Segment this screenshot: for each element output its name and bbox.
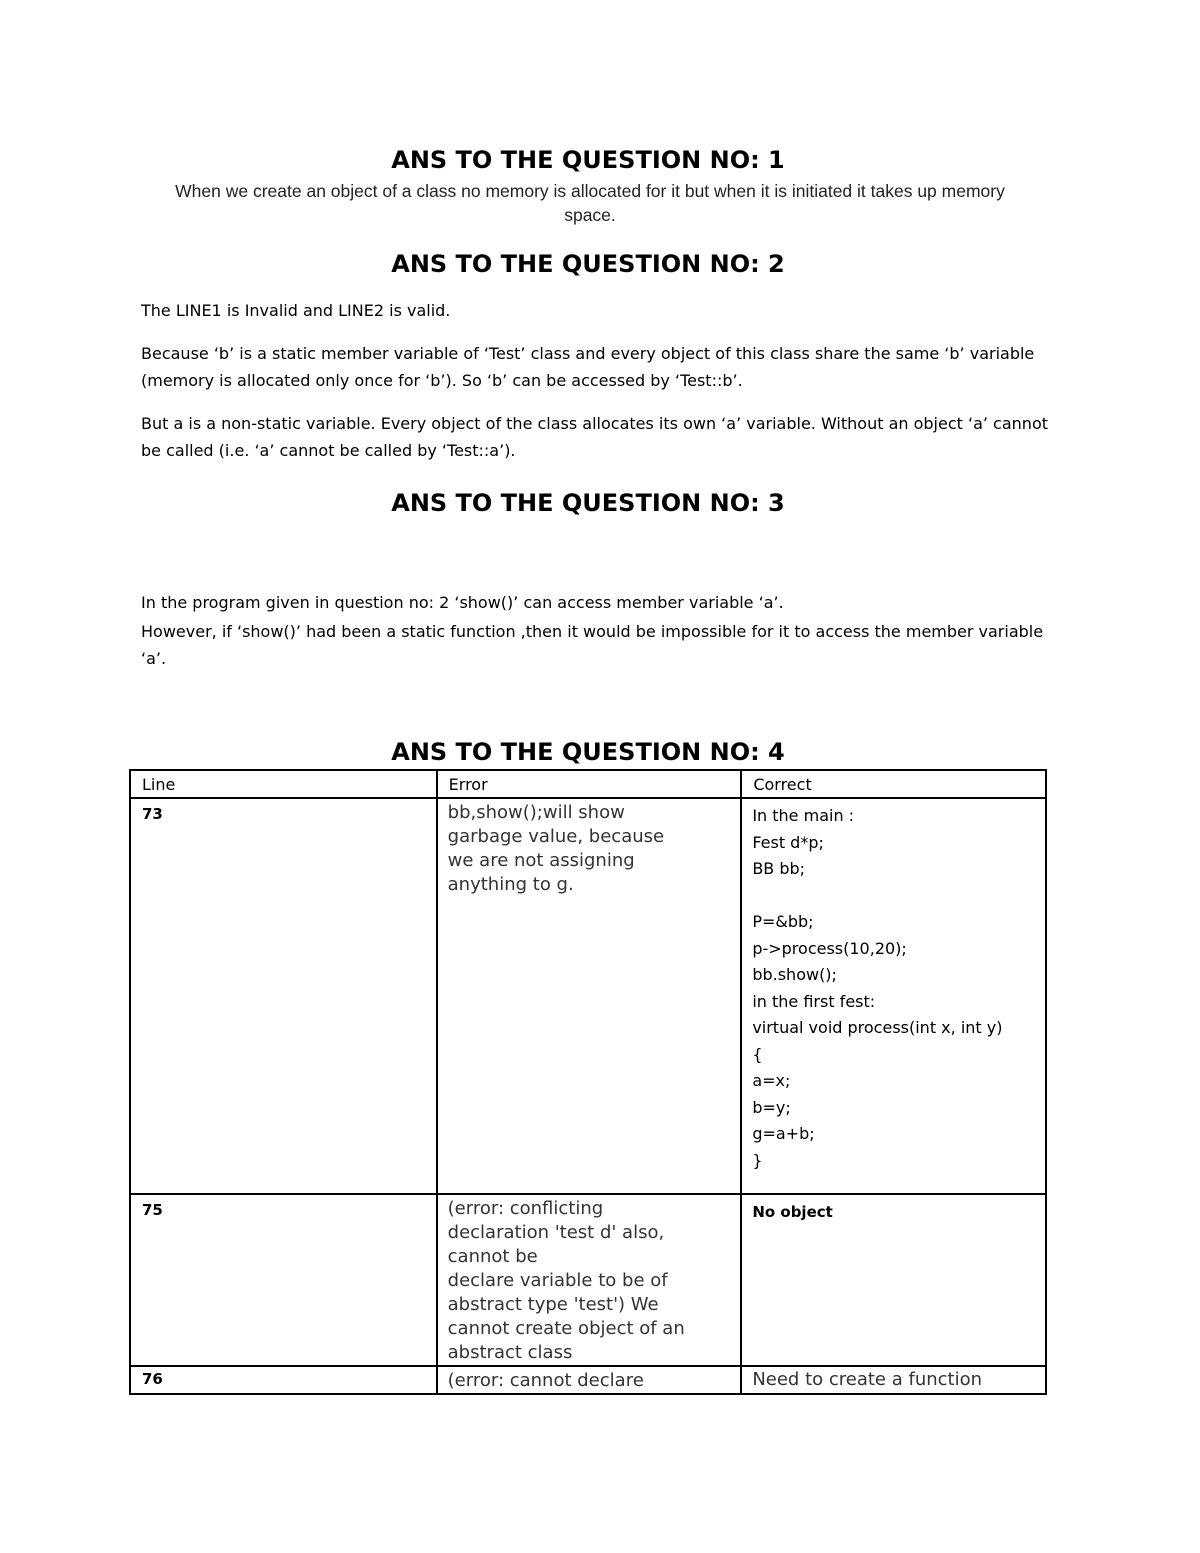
table-row [130, 1194, 1046, 1366]
error-text: (error: cannot declare [447, 1370, 644, 1391]
q1-heading: ANS TO THE QUESTION NO: 1 [391, 146, 785, 174]
error-cell [437, 1194, 742, 1366]
line-cell [130, 1194, 437, 1366]
correct-cell [741, 1366, 1046, 1394]
q2-heading: ANS TO THE QUESTION NO: 2 [391, 250, 785, 278]
code-line: g=a+b; [752, 1124, 815, 1143]
code-line: a=x; [752, 1071, 791, 1090]
line-number: 76 [142, 1370, 163, 1388]
line-number: 75 [142, 1201, 163, 1219]
q2-paragraph-1: The LINE1 is Invalid and LINE2 is valid. [141, 301, 451, 320]
line-cell [130, 798, 437, 1194]
line-cell [130, 1366, 437, 1394]
q2-paragraph-2: Because ‘b’ is a static member variable of ‘Test’ class and every object of this class share the same ‘b’ variable (memory is allocated only once for ‘b’). So ‘b’ can be accessed by ‘Test::b’. [141, 344, 1035, 390]
code-line: bb.show(); [752, 965, 837, 984]
code-line: } [752, 1150, 763, 1170]
q1-answer-text: When we create an object of a class no memory is allocated for it but when it is initiated it takes up memory space. [175, 181, 1005, 225]
error-text: bb,show();will show garbage value, because we are not assigning anything to g. [447, 802, 665, 895]
error-text: (error: conflicting declaration 'test d' also, cannot be declare variable to be of abstract type 'test') We cannot create object of an abstract class [447, 1198, 685, 1363]
code-line: In the main : [752, 806, 855, 825]
correct-cell [741, 1194, 1046, 1366]
correct-code-lines [742, 799, 1045, 1174]
q4-heading: ANS TO THE QUESTION NO: 4 [391, 738, 785, 766]
code-line [752, 883, 1045, 910]
header-cell-line: Line [130, 770, 437, 798]
code-line: p->process(10,20); [752, 938, 907, 958]
table-row [130, 798, 1046, 1194]
code-line: virtual void process(int x, int y) [752, 1018, 1003, 1037]
header-cell-error: Error [437, 770, 742, 798]
correct-text: No object [752, 1203, 833, 1221]
q3-heading: ANS TO THE QUESTION NO: 3 [391, 489, 785, 517]
error-cell [437, 798, 742, 1194]
q3-paragraph-1: In the program given in question no: 2 ‘show()’ can access member variable ‘a’. [141, 593, 784, 612]
code-line: Fest d*p; [752, 832, 824, 852]
correct-cell [741, 798, 1046, 1194]
code-line: { [752, 1044, 763, 1064]
header-cell-correct: Correct [741, 770, 1046, 798]
code-line: P=&bb; [752, 912, 814, 931]
error-cell [437, 1366, 742, 1394]
q2-paragraph-3: But a is a non-static variable. Every object of the class allocates its own ‘a’ variable. Without an object ‘a’ cannot be called (i.e. ‘a’ cannot be called by ‘Test::a’). [141, 414, 1048, 460]
code-line: BB bb; [752, 859, 806, 878]
code-line: in the first fest: [752, 991, 876, 1011]
q4-answer-table [129, 769, 1047, 1395]
correct-text: Need to create a function [752, 1369, 983, 1390]
line-number: 73 [142, 805, 163, 823]
q3-paragraph-2: However, if ‘show()’ had been a static function ,then it would be impossible for it to access the member variable ‘a’. [141, 622, 1044, 668]
code-line: b=y; [752, 1097, 791, 1117]
table-row [130, 1366, 1046, 1394]
table-header-row [130, 770, 1046, 798]
